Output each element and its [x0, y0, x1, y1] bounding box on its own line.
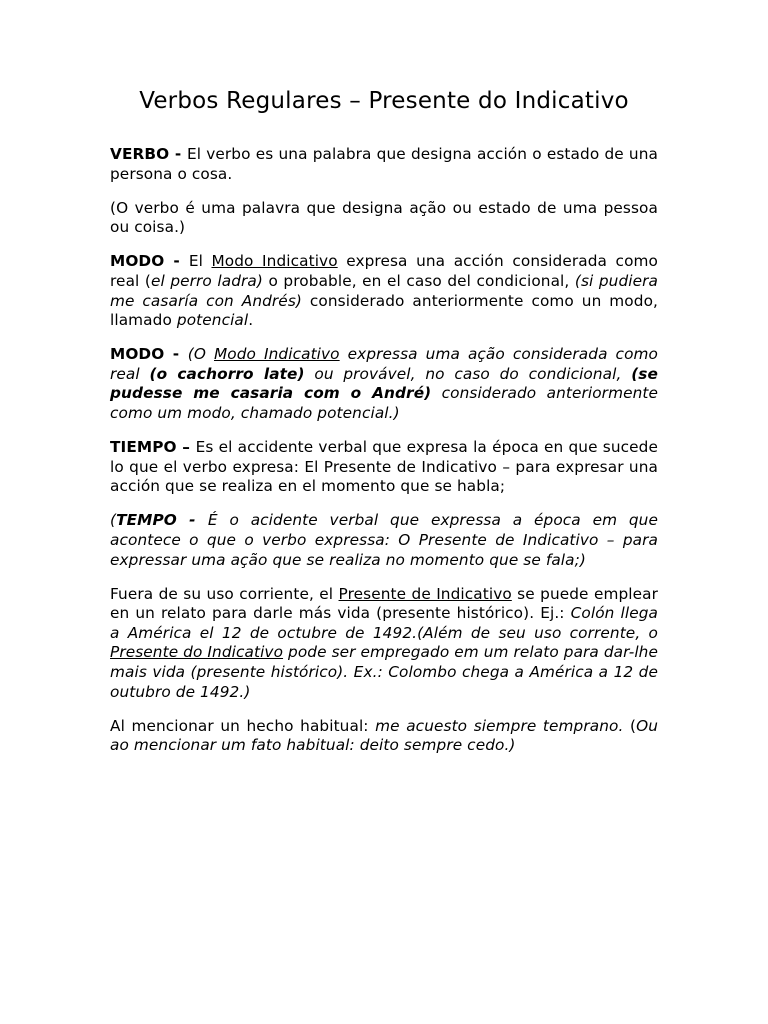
- paragraph-verbo-pt: [110, 199, 658, 238]
- paragraph-text: É o acidente verbal que expressa a época em que acontece o que o verbo expressa: O Presente de Indicativo – para expressar uma ação que se realiza no momento que se fala;): [110, 511, 658, 569]
- term-label: TEMPO -: [116, 511, 208, 530]
- term-label: TIEMPO –: [110, 438, 196, 457]
- paragraph-presente-historico: [110, 585, 658, 703]
- paragraph-text: (O verbo é uma palavra que designa ação ou estado de uma pessoa ou coisa.): [110, 198, 658, 237]
- italic-text: considerado anteriormente como um modo, chamado potencial.): [110, 384, 658, 423]
- italic-text: ou provável, no caso do condicional,: [304, 364, 632, 383]
- paragraph-tiempo-es: [110, 438, 658, 497]
- text-run: (: [110, 511, 117, 530]
- underlined-term: Presente do Indicativo: [110, 643, 284, 662]
- paragraph-modo-pt: [110, 345, 658, 423]
- italic-example: el perro ladra): [150, 271, 263, 290]
- document-body: [110, 145, 658, 770]
- text-run: considerado anteriormente como un modo, llamado: [110, 291, 658, 330]
- italic-example: pode ser empregado em um relato para dar-lhe mais vida (presente histórico). Ex.: Colombo chega a América a 12 de outubro de 1492.): [110, 643, 658, 701]
- underlined-term: Presente de Indicativo: [338, 584, 512, 603]
- italic-example: me acuesto siempre temprano.: [375, 716, 624, 735]
- italic-text: expressa uma ação considerada como real: [110, 345, 658, 383]
- text-run: Fuera de su uso corriente, el: [110, 584, 339, 603]
- term-label: MODO -: [110, 345, 188, 364]
- italic-example: (si pudiera me casaría con Andrés): [110, 271, 659, 310]
- paragraph-text: Es el accidente verbal que expresa la época en que sucede lo que el verbo expresa: El Presente de Indicativo – para expresar una acción que se realiza en el momento que se habla;: [110, 438, 658, 496]
- page-title: Verbos Regulares – Presente do Indicativo: [139, 88, 629, 114]
- text-run: expresa una acción considerada como real (: [110, 252, 658, 290]
- paragraph-hecho-habitual: [110, 717, 658, 756]
- paragraph-verbo-es: [110, 145, 658, 184]
- text-run: (: [623, 716, 637, 735]
- term-label: VERBO -: [110, 145, 187, 163]
- term-label: MODO -: [110, 252, 189, 271]
- bold-example: (se pudesse me casaria com o André): [110, 364, 658, 403]
- underlined-term: Modo Indicativo: [211, 252, 338, 271]
- italic-term: potencial: [176, 311, 249, 330]
- paragraph-tempo-pt: [110, 511, 658, 570]
- text-run: .: [248, 311, 254, 330]
- italic-example: Colón llega a América el 12 de octubre de 1492.(Além de seu uso corrente, o: [110, 604, 658, 642]
- paragraph-modo-es: [110, 252, 658, 330]
- text-run: se puede emplear en un relato para darle más vida (presente histórico). Ej.:: [110, 584, 658, 623]
- bold-example: (o cachorro late): [149, 364, 305, 383]
- text-run: o probable, en el caso del condicional,: [262, 271, 575, 290]
- italic-text: (O: [187, 345, 214, 364]
- text-run: Al mencionar un hecho habitual:: [110, 716, 376, 735]
- text-run: El: [188, 252, 212, 271]
- italic-example: Ou ao mencionar um fato habitual: deito sempre cedo.): [110, 716, 658, 755]
- paragraph-text: El verbo es una palabra que designa acción o estado de una persona o cosa.: [110, 145, 659, 183]
- underlined-term: Modo Indicativo: [213, 345, 340, 364]
